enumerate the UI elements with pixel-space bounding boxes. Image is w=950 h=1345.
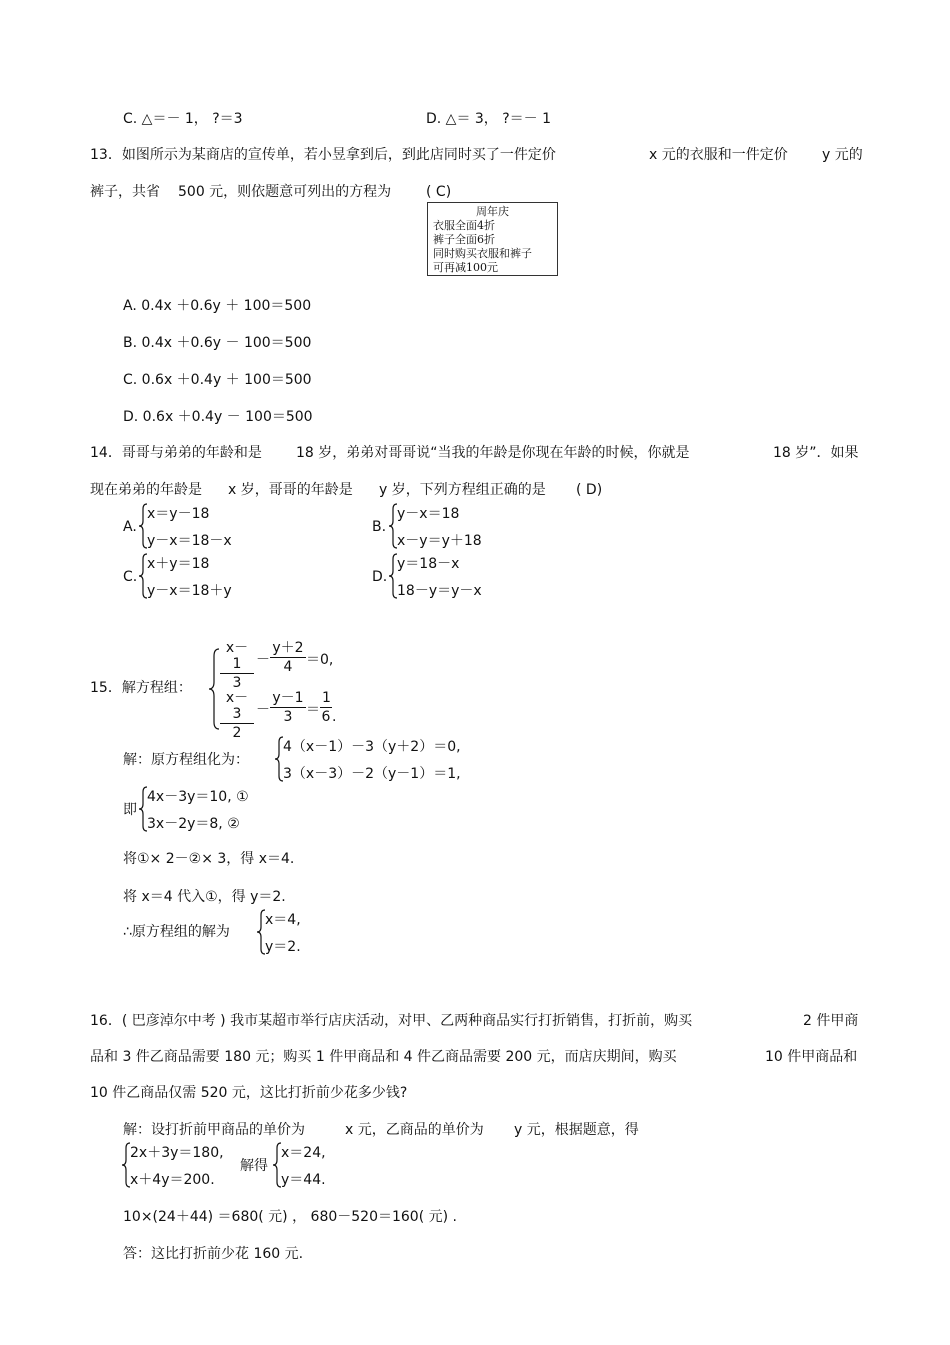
q15-result-x: x＝4,: [265, 912, 301, 928]
fraction: [270, 690, 306, 725]
q13-option-b: B. 0.4x ＋0.6y － 100＝500: [123, 335, 312, 351]
q16-line2-part-a: 品和 3 件乙商品需要 180 元；购买 1 件甲商品和 4 件乙商品需要 200 元，而店庆期间，购买: [90, 1049, 677, 1065]
q14-line1-part-c: 18 岁”．如果: [773, 445, 859, 461]
q14-option-b-label: B.: [372, 519, 387, 535]
q15-step1: 将①× 2－②× 3，得 x＝4.: [123, 851, 295, 867]
q15-ji: 即: [123, 802, 137, 818]
q14-option-d-eq2: 18－y＝y－x: [397, 583, 482, 599]
q14-option-d-label: D.: [372, 569, 388, 585]
q15-system-eq4: 3x－2y＝8, ②: [147, 816, 240, 832]
fraction-denominator: 3: [232, 675, 242, 691]
q12-option-d: D. △＝ 3， ?＝－ 1: [426, 111, 552, 127]
q15-eq1-tail: ＝0,: [306, 652, 334, 668]
q14-line1-part-a: 14．哥哥与弟弟的年龄和是: [90, 445, 262, 461]
q16-solution-part-a: 解：设打折前甲商品的单价为: [123, 1122, 305, 1138]
q15-step2: 将 x＝4 代入①，得 y＝2.: [123, 889, 286, 905]
q14-option-c-eq2: y－x＝18＋y: [147, 583, 232, 599]
promo-poster-line: 同时购买衣服和裤子: [433, 247, 532, 260]
q15-conclusion: ∴原方程组的解为: [123, 924, 230, 940]
q16-line1-part-a: 16．( 巴彦淖尔中考 ) 我市某超市举行店庆活动，对甲、乙两种商品实行打折销售，打折前，购买: [90, 1013, 693, 1029]
q16-jiede: 解得: [240, 1158, 268, 1174]
q14-option-a-eq2: y－x＝18－x: [147, 533, 232, 549]
q16-answer: 答：这比打折前少花 160 元.: [123, 1246, 304, 1262]
promo-poster-title: 周年庆: [476, 205, 509, 218]
q12-option-c: C. △＝－ 1， ?＝3: [123, 111, 243, 127]
q13-line2-part-a: 裤子，共省: [90, 184, 160, 200]
minus-sign: －: [256, 702, 270, 718]
fraction-denominator: 2: [232, 725, 242, 741]
fraction-denominator: 4: [283, 659, 293, 675]
fraction-numerator: x－3: [225, 690, 249, 722]
q13-option-a: A. 0.4x ＋0.6y ＋ 100＝500: [123, 298, 312, 314]
q13-line2-part-b: 500 元，则依题意可列出的方程为: [178, 184, 392, 200]
q14-option-a-label: A.: [123, 519, 137, 535]
q15-eq2-tail: .: [332, 709, 337, 725]
fraction-numerator: 1: [322, 690, 331, 706]
fraction-numerator: y－1: [272, 690, 304, 706]
q16-result-x: x＝24,: [281, 1145, 326, 1161]
minus-sign: －: [256, 652, 270, 668]
q14-line2-part-b: x 岁，哥哥的年龄是: [228, 482, 353, 498]
q14-option-b-eq1: y－x＝18: [397, 506, 460, 522]
q16-system-eq2: x＋4y＝200.: [130, 1172, 215, 1188]
promo-poster-line: 可再减100元: [433, 261, 498, 274]
q16-system-eq1: 2x＋3y＝180,: [130, 1145, 224, 1161]
q14-line2-part-c: y 岁，下列方程组正确的是: [379, 482, 546, 498]
fraction-denominator: 6: [321, 709, 331, 725]
fraction-numerator: y＋2: [272, 640, 304, 656]
fraction: [220, 690, 254, 741]
q13-line1-part-a: 13．如图所示为某商店的宣传单，若小昱拿到后，到此店同时买了一件定价: [90, 147, 556, 163]
q14-option-d-eq1: y＝18－x: [397, 556, 460, 572]
q16-solution-part-b: x 元，乙商品的单价为: [345, 1122, 484, 1138]
fraction-denominator: 3: [283, 709, 293, 725]
q16-line1-part-b: 2 件甲商: [803, 1013, 859, 1029]
fraction: [320, 690, 332, 725]
q16-solution-part-c: y 元，根据题意，得: [514, 1122, 639, 1138]
promo-poster-line: 裤子全面6折: [433, 233, 495, 246]
fraction-numerator: x－1: [225, 640, 249, 672]
q14-option-c-label: C.: [123, 569, 138, 585]
q13-line1-part-c: y 元的: [822, 147, 863, 163]
q13-line1-part-b: x 元的衣服和一件定价: [649, 147, 788, 163]
q16-result-y: y＝44.: [281, 1172, 326, 1188]
q16-calculation: 10×(24＋44) ＝680( 元) ， 680－520＝160( 元) .: [123, 1209, 457, 1225]
q14-option-c-eq1: x＋y＝18: [147, 556, 210, 572]
q15-system-eq1: 4（x－1）－3（y＋2）＝0,: [283, 739, 461, 755]
q15-solution-intro: 解：原方程组化为：: [123, 752, 249, 768]
promo-poster-line: 衣服全面4折: [433, 219, 495, 232]
q14-option-a-eq1: x＝y－18: [147, 506, 210, 522]
q14-option-b-eq2: x－y＝y＋18: [397, 533, 482, 549]
q15-label: 15．解方程组：: [90, 680, 192, 696]
q13-answer: ( C): [426, 184, 452, 200]
q13-option-d: D. 0.6x ＋0.4y － 100＝500: [123, 409, 313, 425]
equals-sign: ＝: [306, 702, 320, 718]
q14-line1-part-b: 18 岁，弟弟对哥哥说“当我的年龄是你现在年龄的时候，你就是: [296, 445, 690, 461]
q16-line2-part-b: 10 件甲商品和: [765, 1049, 858, 1065]
fraction: [220, 640, 254, 691]
q15-system-eq2: 3（x－3）－2（y－1）＝1,: [283, 766, 461, 782]
q15-system-eq3: 4x－3y＝10, ①: [147, 789, 249, 805]
fraction: [270, 640, 306, 675]
q14-answer: ( D): [576, 482, 603, 498]
q15-result-y: y＝2.: [265, 939, 301, 955]
q14-line2-part-a: 现在弟弟的年龄是: [90, 482, 202, 498]
q13-option-c: C. 0.6x ＋0.4y ＋ 100＝500: [123, 372, 312, 388]
left-brace-icon: [208, 648, 220, 730]
q16-line3: 10 件乙商品仅需 520 元，这比打折前少花多少钱?: [90, 1085, 408, 1101]
promo-poster: [427, 202, 558, 276]
